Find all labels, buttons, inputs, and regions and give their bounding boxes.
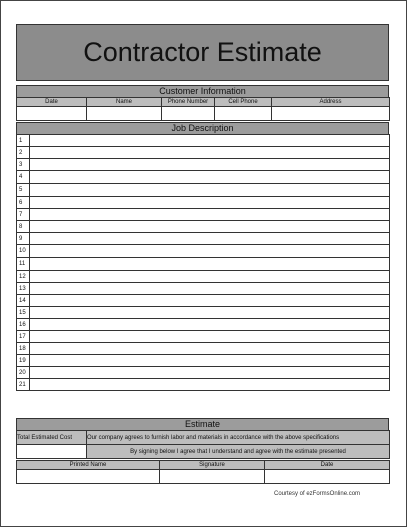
name-field[interactable] bbox=[87, 107, 162, 121]
address-field[interactable] bbox=[272, 107, 390, 121]
job-row-description-field[interactable] bbox=[30, 355, 390, 367]
job-row bbox=[17, 307, 390, 319]
job-row-number: 15 bbox=[17, 307, 30, 319]
job-row-description-field[interactable] bbox=[30, 271, 390, 283]
job-row-description-field[interactable] bbox=[30, 233, 390, 245]
job-row bbox=[17, 367, 390, 379]
job-row-description-field[interactable] bbox=[30, 331, 390, 343]
job-row-description-field[interactable] bbox=[30, 197, 390, 209]
job-row-number: 7 bbox=[17, 209, 30, 221]
job-row-number: 2 bbox=[17, 147, 30, 159]
job-row bbox=[17, 147, 390, 159]
job-row-number: 10 bbox=[17, 245, 30, 258]
estimate-heading: Estimate bbox=[16, 418, 389, 431]
job-row-number: 20 bbox=[17, 367, 30, 379]
signing-agreement-text: By signing below I agree that I understand and agree with the estimate presented bbox=[87, 445, 390, 459]
job-row bbox=[17, 283, 390, 295]
job-row bbox=[17, 221, 390, 233]
customer-info-table bbox=[16, 97, 390, 121]
job-row-number: 21 bbox=[17, 379, 30, 391]
job-row-description-field[interactable] bbox=[30, 283, 390, 295]
job-row bbox=[17, 209, 390, 221]
job-row bbox=[17, 171, 390, 184]
column-header-phone: Phone Number bbox=[162, 98, 215, 107]
job-row bbox=[17, 184, 390, 197]
job-row-description-field[interactable] bbox=[30, 135, 390, 147]
job-description-heading: Job Description bbox=[16, 122, 389, 135]
job-row bbox=[17, 319, 390, 331]
column-header-date: Date bbox=[17, 98, 87, 107]
job-row-description-field[interactable] bbox=[30, 209, 390, 221]
job-row-description-field[interactable] bbox=[30, 367, 390, 379]
customer-info-heading: Customer Information bbox=[16, 85, 389, 98]
job-row-description-field[interactable] bbox=[30, 147, 390, 159]
job-row-number: 6 bbox=[17, 197, 30, 209]
column-header-address: Address bbox=[272, 98, 390, 107]
signature-field[interactable] bbox=[160, 470, 265, 484]
job-row-number: 18 bbox=[17, 343, 30, 355]
column-header-signature: Signature bbox=[160, 461, 265, 470]
job-row bbox=[17, 343, 390, 355]
job-row-number: 12 bbox=[17, 271, 30, 283]
job-row bbox=[17, 135, 390, 147]
job-row bbox=[17, 233, 390, 245]
cell-phone-field[interactable] bbox=[215, 107, 272, 121]
job-row bbox=[17, 271, 390, 283]
job-row bbox=[17, 379, 390, 391]
job-row bbox=[17, 295, 390, 307]
job-row-number: 5 bbox=[17, 184, 30, 197]
job-row-number: 19 bbox=[17, 355, 30, 367]
job-row bbox=[17, 159, 390, 171]
column-header-printed-name: Printed Name bbox=[17, 461, 160, 470]
estimate-table bbox=[16, 430, 390, 459]
job-row-description-field[interactable] bbox=[30, 379, 390, 391]
job-row bbox=[17, 331, 390, 343]
job-row-description-field[interactable] bbox=[30, 295, 390, 307]
job-row-description-field[interactable] bbox=[30, 307, 390, 319]
job-row-description-field[interactable] bbox=[30, 319, 390, 331]
footer-credit: Courtesy of ezFormsOnline.com bbox=[274, 491, 361, 497]
signature-date-field[interactable] bbox=[265, 470, 390, 484]
job-row-number: 17 bbox=[17, 331, 30, 343]
job-row-description-field[interactable] bbox=[30, 184, 390, 197]
job-row-number: 1 bbox=[17, 135, 30, 147]
job-row-description-field[interactable] bbox=[30, 171, 390, 184]
job-row-number: 9 bbox=[17, 233, 30, 245]
job-description-table bbox=[16, 134, 390, 391]
job-row-number: 4 bbox=[17, 171, 30, 184]
column-header-cell: Cell Phone bbox=[215, 98, 272, 107]
job-row-description-field[interactable] bbox=[30, 159, 390, 171]
job-row-number: 16 bbox=[17, 319, 30, 331]
column-header-signature-date: Date bbox=[265, 461, 390, 470]
job-row-description-field[interactable] bbox=[30, 245, 390, 258]
agreement-text: Our company agrees to furnish labor and materials in accordance with the above specifications bbox=[87, 431, 390, 445]
phone-field[interactable] bbox=[162, 107, 215, 121]
job-row bbox=[17, 355, 390, 367]
job-row-number: 14 bbox=[17, 295, 30, 307]
printed-name-field[interactable] bbox=[17, 470, 160, 484]
job-row-number: 8 bbox=[17, 221, 30, 233]
job-row-number: 13 bbox=[17, 283, 30, 295]
job-row-description-field[interactable] bbox=[30, 221, 390, 233]
column-header-name: Name bbox=[87, 98, 162, 107]
job-row-description-field[interactable] bbox=[30, 258, 390, 271]
date-field[interactable] bbox=[17, 107, 87, 121]
job-row-description-field[interactable] bbox=[30, 343, 390, 355]
job-row bbox=[17, 245, 390, 258]
job-row-number: 3 bbox=[17, 159, 30, 171]
job-row bbox=[17, 258, 390, 271]
total-estimated-cost-label: Total Estimated Cost bbox=[17, 431, 87, 445]
job-row bbox=[17, 197, 390, 209]
form-title: Contractor Estimate bbox=[16, 24, 389, 81]
total-estimated-cost-field[interactable] bbox=[17, 445, 87, 459]
job-row-number: 11 bbox=[17, 258, 30, 271]
signature-table bbox=[16, 460, 390, 484]
